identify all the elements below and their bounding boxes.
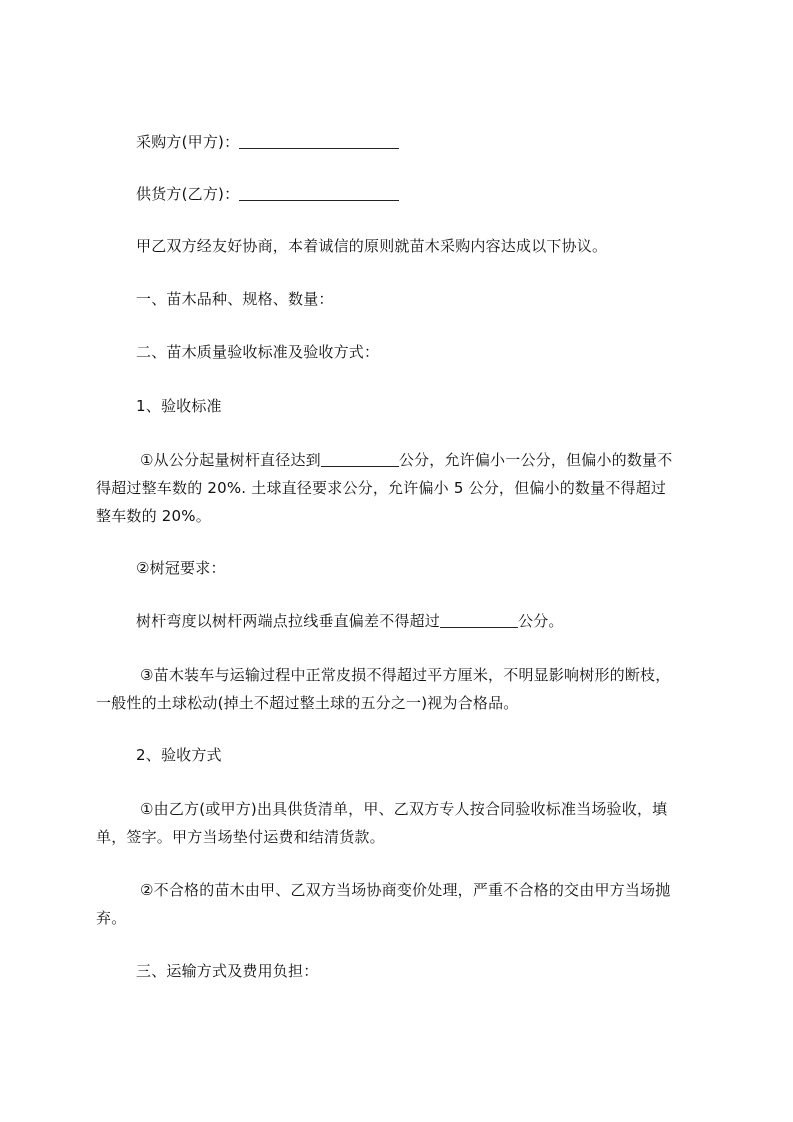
item-2-heading: ②树冠要求： xyxy=(136,559,226,577)
item-2-detail-text-b: 公分。 xyxy=(518,612,564,630)
item-3-line-1: ③苗木装车与运输过程中正常皮损不得超过平方厘米，不明显影响树形的断枝， xyxy=(140,666,671,684)
item-3-line-2: 一般性的土球松动(掉土不超过整土球的五分之一)视为合格品。 xyxy=(96,694,519,712)
supplier-row xyxy=(96,180,706,208)
item-2-detail xyxy=(96,607,706,635)
section-1-heading: 一、苗木品种、规格、数量： xyxy=(136,290,334,308)
method-2-line-2: 弃。 xyxy=(96,909,127,927)
buyer-blank xyxy=(239,130,399,149)
diameter-blank xyxy=(321,448,399,467)
item-1-line-1 xyxy=(96,446,706,474)
item-1-line-2: 得超过整车数的 20%. 土球直径要求公分，允许偏小 5 公分，但偏小的数量不得超过 xyxy=(96,479,667,497)
section-2-heading: 二、苗木质量验收标准及验收方式： xyxy=(136,343,380,361)
supplier-label: 供货方(乙方)： xyxy=(136,185,240,203)
intro-paragraph: 甲乙双方经友好协商，本着诚信的原则就苗木采购内容达成以下协议。 xyxy=(136,237,608,255)
subsection-1-heading: 1、验收标准 xyxy=(136,397,222,415)
subsection-2-heading: 2、验收方式 xyxy=(136,746,222,764)
item-2-detail-text-a: 树杆弯度以树杆两端点拉线垂直偏差不得超过 xyxy=(136,612,441,630)
section-3-heading: 三、运输方式及费用负担： xyxy=(136,962,319,980)
item-1-text-b: 公分，允许偏小一公分，但偏小的数量不 xyxy=(398,451,673,469)
item-1-text-a: ①从公分起量树杆直径达到 xyxy=(140,451,321,469)
deviation-blank xyxy=(440,609,518,628)
method-1-line-1: ①由乙方(或甲方)出具供货清单，甲、乙双方专人按合同验收标准当场验收，填 xyxy=(140,800,668,818)
method-1-line-2: 单，签字。甲方当场垫付运费和结清货款。 xyxy=(96,828,385,846)
buyer-row xyxy=(96,128,706,156)
method-2-line-1: ②不合格的苗木由甲、乙双方当场协商变价处理，严重不合格的交由甲方当场抛 xyxy=(140,881,671,899)
item-1-line-3: 整车数的 20%。 xyxy=(96,507,211,525)
supplier-blank xyxy=(239,182,399,201)
buyer-label: 采购方(甲方)： xyxy=(136,133,240,151)
